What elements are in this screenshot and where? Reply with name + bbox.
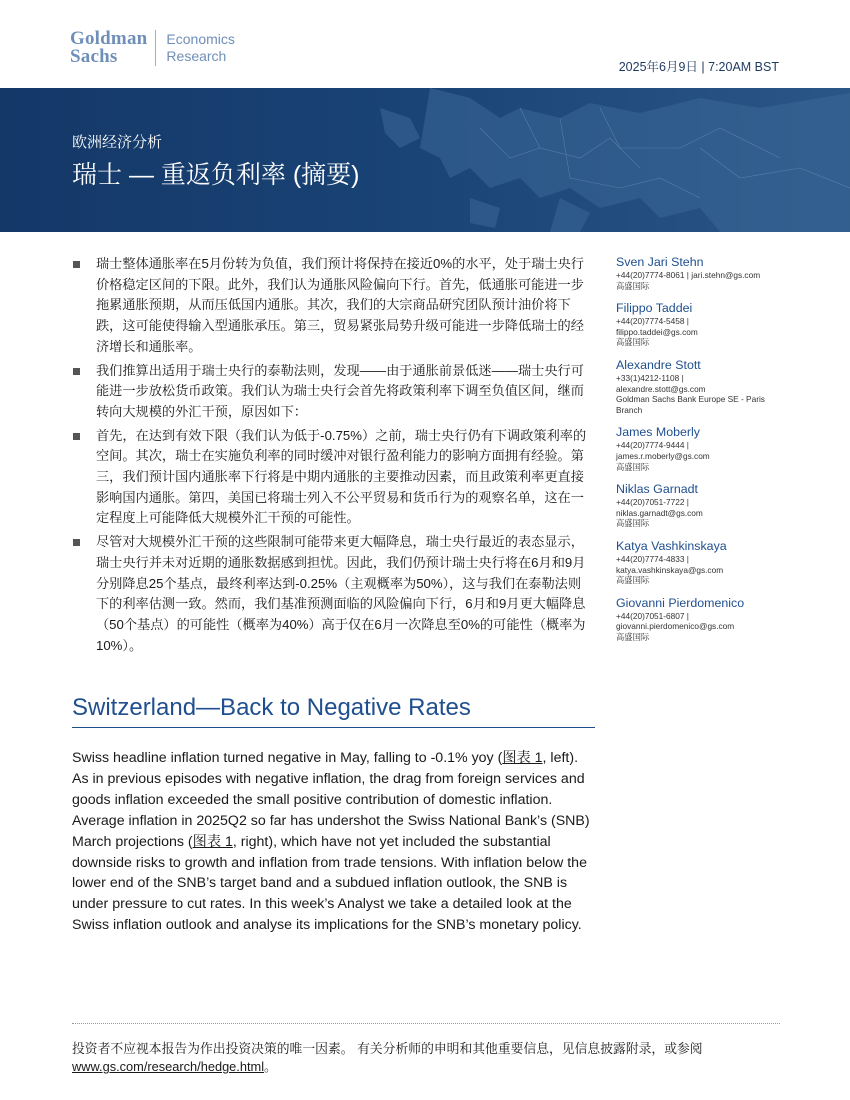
author-entry bbox=[616, 357, 786, 415]
title-banner bbox=[0, 88, 850, 232]
author-name[interactable]: Sven Jari Stehn bbox=[616, 255, 704, 269]
author-name[interactable]: James Moberly bbox=[616, 425, 701, 440]
disclosure-footer bbox=[72, 1040, 780, 1076]
summary-bullet: 尽管对大规模外汇干预的这些限制可能带来更大幅降息，瑞士央行最近的表态显示，瑞士央行并未对近期的通胀数据感到担忧。因此，我们仍预计瑞士央行将在6月和9月分别降息25个基点，最终利率达到-0.25%（主观概率为50%），这与我们在泰勒法则下的利率估测一致。然而，我们基准预测面临的风险偏向下行，6月和9月更大幅降息（50个基点）的可能性（概率为40%）高于仅在6月一次降息至0%的可能性（概率为10%）。 bbox=[72, 532, 592, 656]
summary-bullet: 我们推算出适用于瑞士央行的泰勒法则，发现——由于通胀前景低迷——瑞士央行可能进一步放松货币政策。我们认为瑞士央行会首先将政策利率下调至负值区间，继而转向大规模的外汇干预，原因如下： bbox=[72, 361, 592, 423]
disclosure-link[interactable]: www.gs.com/research/hedge.html bbox=[72, 1059, 265, 1074]
logo-department bbox=[166, 31, 234, 65]
exhibit-link[interactable]: 图表 1 bbox=[192, 833, 233, 850]
author-email: james.r.moberly@gs.com bbox=[616, 450, 710, 461]
author-contact: +44(20)7051-6807 | bbox=[616, 610, 689, 621]
author-affiliation: 高盛国际 bbox=[616, 337, 650, 348]
author-affiliation: 高盛国际 bbox=[616, 461, 650, 472]
author-entry bbox=[616, 595, 786, 643]
body-paragraph bbox=[72, 748, 595, 936]
author-name[interactable]: Alexandre Stott bbox=[616, 357, 701, 372]
author-contact: +44(20)7774-9444 | bbox=[616, 440, 689, 451]
author-affiliation: 高盛国际 bbox=[616, 518, 650, 529]
author-affiliation: 高盛国际 bbox=[616, 631, 650, 642]
author-email: alexandre.stott@gs.com bbox=[616, 383, 706, 394]
author-entry bbox=[616, 538, 786, 586]
summary-bullets bbox=[72, 254, 592, 659]
logo-line-1: Goldman bbox=[70, 28, 148, 49]
disclosure-text: 投资者不应视本报告为作出投资决策的唯一因素。 有关分析师的申明和其他重要信息，见信息披露附录，或参阅 bbox=[72, 1041, 703, 1056]
footer-end: 。 bbox=[264, 1059, 277, 1074]
author-contact: +44(20)7051-7722 | bbox=[616, 497, 689, 508]
summary-bullet: 首先，在达到有效下限（我们认为低于-0.75%）之前，瑞士央行仍有下调政策利率的空间。其次，瑞士在实施负利率的同时缓冲对银行盈利能力的影响方面拥有经验。第三，我们预计国内通胀率下行将是中期内通胀的主要推动因素，而且政策利率更直接影响国内通胀。第四，美国已将瑞士列入不公平贸易和货币行为的观察名单，这在一定程度上可能降低大规模外汇干预的可能性。 bbox=[72, 426, 592, 530]
author-list bbox=[616, 254, 786, 651]
exhibit-link[interactable]: 图表 1 bbox=[502, 750, 543, 766]
author-contact: +44(20)7774-5458 | bbox=[616, 316, 689, 327]
body-text-part: Swiss headline inflation turned negative in May, falling to -0.1% yoy ( bbox=[72, 750, 503, 766]
author-entry bbox=[616, 300, 786, 348]
goldman-sachs-logo bbox=[70, 30, 235, 66]
author-name[interactable]: Niklas Garnadt bbox=[616, 482, 698, 497]
banner-subtitle: 欧洲经济分析 bbox=[72, 134, 163, 151]
logo-dept-1: Economics bbox=[166, 31, 235, 47]
author-contact: +44(20)7774-4833 | bbox=[616, 553, 689, 564]
author-affiliation: 高盛国际 bbox=[616, 280, 650, 291]
body-text-part: , right), which have not yet included the substantial downside risks to growth and inflation from trade tensions. With inflation below the lower end of the SNB’s target band and a subdued inflation outlook, the SNB is under pressure to cut rates. In this week’s Analyst we take a detailed look at the Swiss inflation outlook and analyse its implications for the SNB’s monetary policy. bbox=[72, 833, 587, 934]
author-name[interactable]: Filippo Taddei bbox=[616, 301, 693, 316]
author-email: niklas.garnadt@gs.com bbox=[616, 507, 703, 518]
author-email: giovanni.pierdomenico@gs.com bbox=[616, 621, 735, 632]
footer-divider bbox=[72, 1023, 780, 1024]
author-affiliation: Goldman Sachs Bank Europe SE - Paris bbox=[616, 394, 765, 405]
page-header bbox=[0, 0, 850, 88]
section-divider bbox=[72, 727, 595, 728]
author-entry bbox=[616, 481, 786, 529]
author-affiliation: 高盛国际 bbox=[616, 575, 650, 586]
author-name[interactable]: Giovanni Pierdomenico bbox=[616, 595, 745, 610]
report-title: 瑞士 — 重返负利率 (摘要) bbox=[72, 161, 360, 189]
author-email: katya.vashkinskaya@gs.com bbox=[616, 564, 724, 575]
author-affiliation-cont: Branch bbox=[616, 404, 643, 415]
body-text-part: , left). As in previous episodes with negative inflation, the drag from foreign services and goods inflation exceeded the small positive contribution of domestic inflation. Average inflation in 2025Q2 so far has undershot the Swiss National Bank’s (SNB) March projections ( bbox=[72, 750, 590, 850]
author-entry bbox=[616, 254, 786, 291]
author-contact: +33(1)4212-1108 | bbox=[616, 372, 684, 383]
report-date: 2025年6月9日 | 7:20AM BST bbox=[618, 60, 779, 74]
author-contact: +44(20)7774-8061 | jari.stehn@gs.com bbox=[616, 270, 761, 280]
author-email: filippo.taddei@gs.com bbox=[616, 326, 698, 337]
section-heading: Switzerland—Back to Negative Rates bbox=[72, 694, 471, 721]
logo-line-2: Sachs bbox=[70, 46, 118, 67]
summary-bullet: 瑞士整体通胀率在5月份转为负值，我们预计将保持在接近0%的水平，处于瑞士央行价格稳定区间的下限。此外，我们认为通胀风险偏向下行。首先，低通胀可能进一步拖累通胀预期，从而压低国内通胀。其次，我们的大宗商品研究团队预计油价将下跌，这可能使得输入型通胀承压。第三，贸易紧张局势升级可能进一步降低瑞士的经济增长和通胀率。 bbox=[72, 254, 592, 358]
author-name[interactable]: Katya Vashkinskaya bbox=[616, 538, 727, 553]
author-entry bbox=[616, 424, 786, 472]
logo-divider bbox=[155, 30, 156, 66]
logo-dept-2: Research bbox=[166, 48, 227, 64]
logo-wordmark bbox=[70, 30, 147, 66]
